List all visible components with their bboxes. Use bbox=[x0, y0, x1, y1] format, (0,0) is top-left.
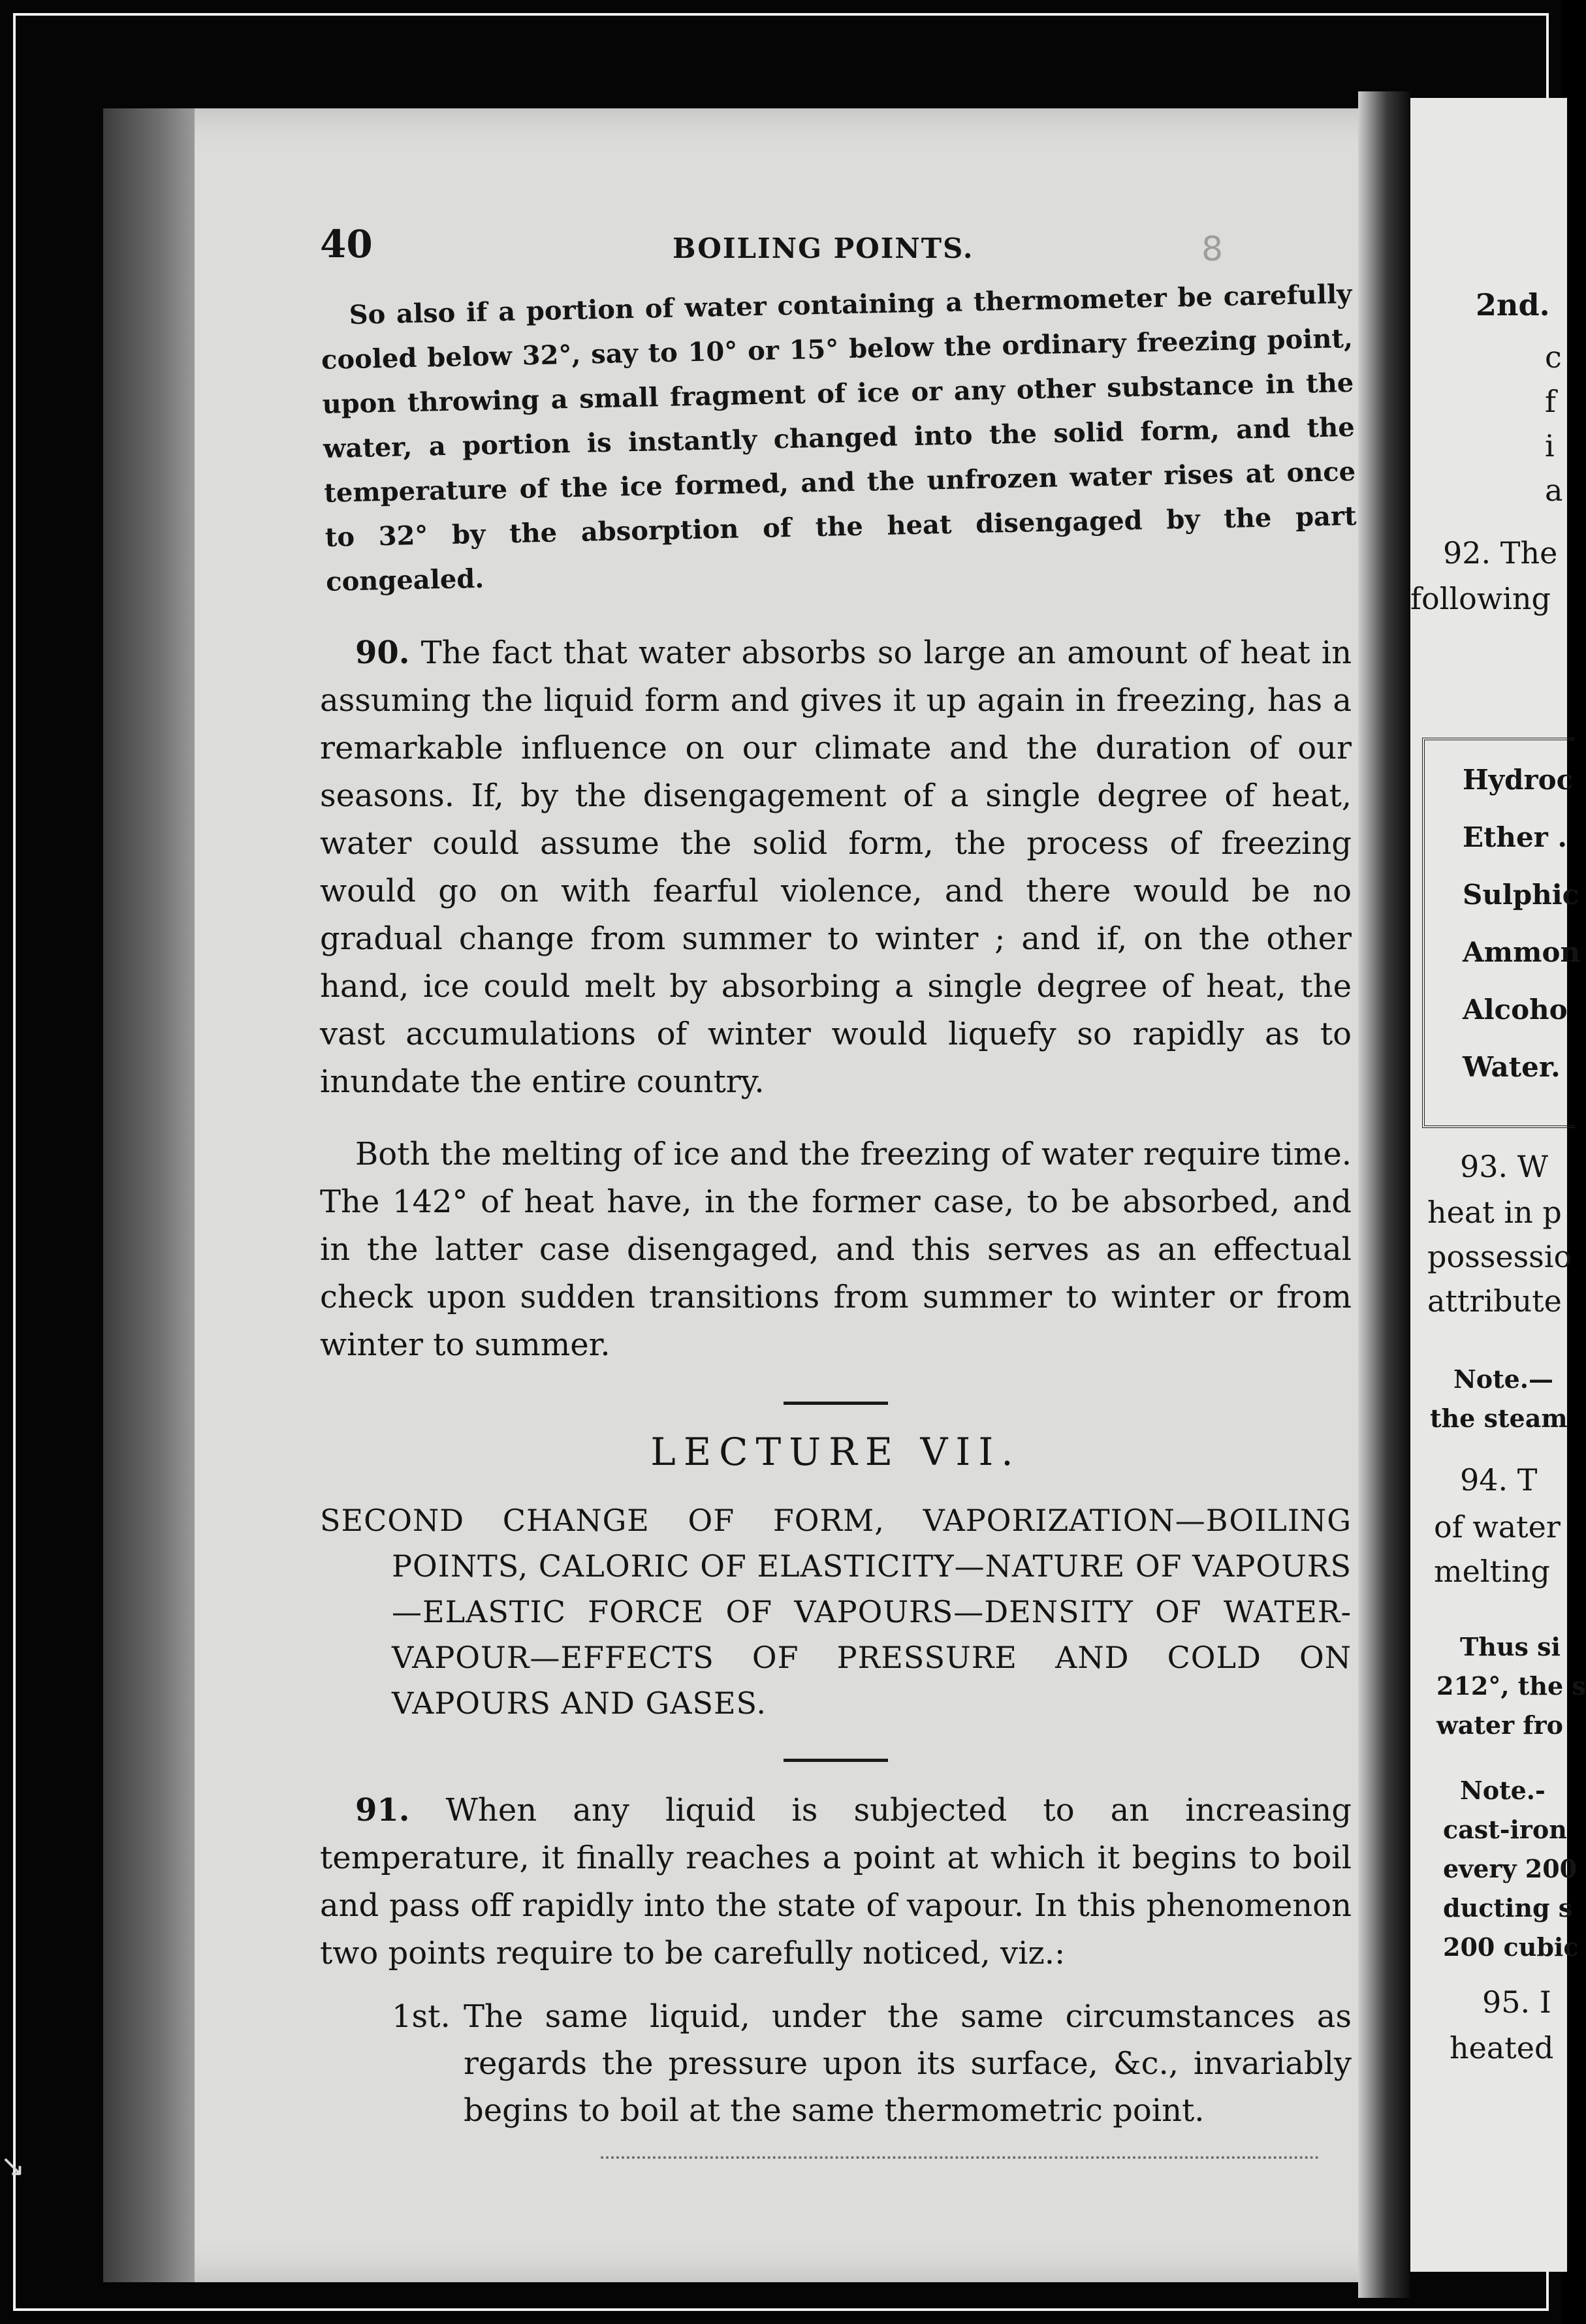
right-page-line: melting bbox=[1434, 1554, 1550, 1589]
frame-bottom-line bbox=[13, 2308, 1549, 2311]
right-page-line: a bbox=[1545, 473, 1563, 508]
right-page-line: 95. I bbox=[1482, 1985, 1551, 2020]
paragraph-text: The fact that water absorbs so large an amount of heat in assuming the liquid form and gives it up again in freezing, has a remarkable influence on our climate and the duration of our seasons. If, by the disengagement of a single degree of heat, water could assume the solid form, the process of freezing would go on with fearful violence, and there would be no gradual change from summer to winter ; and if, on the other hand, ice could melt by absorbing a single degree of heat, the vast accumulations of winter would liquefy so rapidly as to inundate the entire country. bbox=[320, 635, 1352, 1100]
table-row: Hydroc bbox=[1463, 764, 1574, 796]
right-page-line: f bbox=[1545, 384, 1557, 419]
scan-artifact: ↘ bbox=[0, 2148, 25, 2183]
list-item-1st bbox=[320, 1993, 1352, 2134]
section-rule bbox=[784, 1402, 888, 1405]
paragraph-number: 90. bbox=[355, 635, 410, 671]
right-page-line: 212°, the s bbox=[1436, 1671, 1586, 1701]
right-page-line: Thus si bbox=[1460, 1632, 1561, 1661]
right-page-line: heat in p bbox=[1427, 1195, 1562, 1230]
right-page-line: cast-iron bbox=[1443, 1815, 1567, 1844]
right-page-line: possessio bbox=[1427, 1239, 1572, 1274]
intro-paragraph: So also if a portion of water containing a thermometer be carefully cooled below 32°, say to 10° or 15° below the ordinary freezing point, upon throwing a small fragment of ice or any other substance in the water, a portion is instantly changed into the solid form, and the temperature of the ice formed, and the unfrozen water rises at once to 32° by the absorption of the heat disengaged by the part congealed. bbox=[321, 278, 1357, 597]
right-page-line: 93. W bbox=[1460, 1149, 1549, 1184]
left-page-edge bbox=[103, 108, 195, 2282]
paragraph-number: 91. bbox=[355, 1792, 410, 1829]
table-row: Sulphic bbox=[1463, 879, 1579, 911]
right-page-line: 94. T bbox=[1460, 1462, 1538, 1498]
paragraph-melting-freezing: Both the melting of ice and the freezing of water require time. The 142° of heat have, in the former case, to be absorbed, and in the latter case disengaged, and this serves as an effectual check upon sudden transitions from summer to winter or from winter to summer. bbox=[320, 1136, 1352, 1363]
paragraph-91 bbox=[320, 1787, 1352, 1977]
book-spine-shadow bbox=[1358, 91, 1410, 2298]
right-page-line: the steam bbox=[1430, 1404, 1568, 1433]
right-page-line: Note.- bbox=[1460, 1776, 1546, 1805]
right-page-line: Note.— bbox=[1453, 1364, 1554, 1394]
right-page-line: heated bbox=[1450, 2030, 1554, 2065]
left-page-text bbox=[320, 222, 1357, 2161]
pencil-mark: 8 bbox=[1201, 230, 1224, 269]
right-page-line: ducting s bbox=[1443, 1893, 1573, 1923]
right-page-line: 92. The bbox=[1443, 535, 1558, 571]
table-row: Ether . bbox=[1463, 821, 1568, 853]
right-page-line: i bbox=[1545, 428, 1555, 463]
lecture-title: LECTURE VII. bbox=[650, 1430, 1021, 1474]
right-page-line: c bbox=[1545, 339, 1562, 375]
table-row: Water. bbox=[1463, 1051, 1561, 1083]
table-row: Alcoho bbox=[1463, 994, 1568, 1026]
paragraph-text: When any liquid is subjected to an increasing temperature, it finally reaches a point at which it begins to boil and pass off rapidly into the state of vapour. In this phenomenon two points require to be carefully noticed, viz.: bbox=[320, 1792, 1352, 1971]
frame-left-line bbox=[13, 13, 16, 2311]
list-label: 1st. bbox=[392, 1998, 451, 2035]
paragraph-90 bbox=[320, 629, 1352, 1106]
running-head: BOILING POINTS. bbox=[673, 232, 974, 264]
lecture-subtitle: SECOND CHANGE OF FORM, VAPORIZATION—BOILING POINTS, CALORIC OF ELASTICITY—NATURE OF VAPOURS—ELASTIC FORCE OF VAPOURS—DENSITY OF WATER-VAPOUR—EFFECTS OF PRESSURE AND COLD ON VAPOURS AND GASES. bbox=[320, 1503, 1352, 1721]
page-header bbox=[320, 222, 1352, 281]
right-page-line: 200 cubic bbox=[1443, 1932, 1579, 1962]
right-page-line: 2nd. bbox=[1476, 287, 1550, 322]
page-bottom-rule bbox=[601, 2156, 1319, 2161]
right-page-line: water fro bbox=[1436, 1710, 1564, 1740]
table-row: Ammon bbox=[1463, 936, 1581, 968]
subtitle-rule bbox=[784, 1759, 888, 1762]
right-page-line: following bbox=[1410, 581, 1551, 616]
right-page-line: every 200 bbox=[1443, 1854, 1578, 1883]
page-number: 40 bbox=[320, 222, 373, 266]
right-page-line: attribute bbox=[1427, 1283, 1562, 1319]
frame-top-line bbox=[13, 13, 1549, 16]
list-text: The same liquid, under the same circumstances as regards the pressure upon its surface, &c., invariably begins to boil at the same thermometric point. bbox=[464, 1998, 1352, 2129]
right-page-line: of water bbox=[1434, 1509, 1561, 1545]
